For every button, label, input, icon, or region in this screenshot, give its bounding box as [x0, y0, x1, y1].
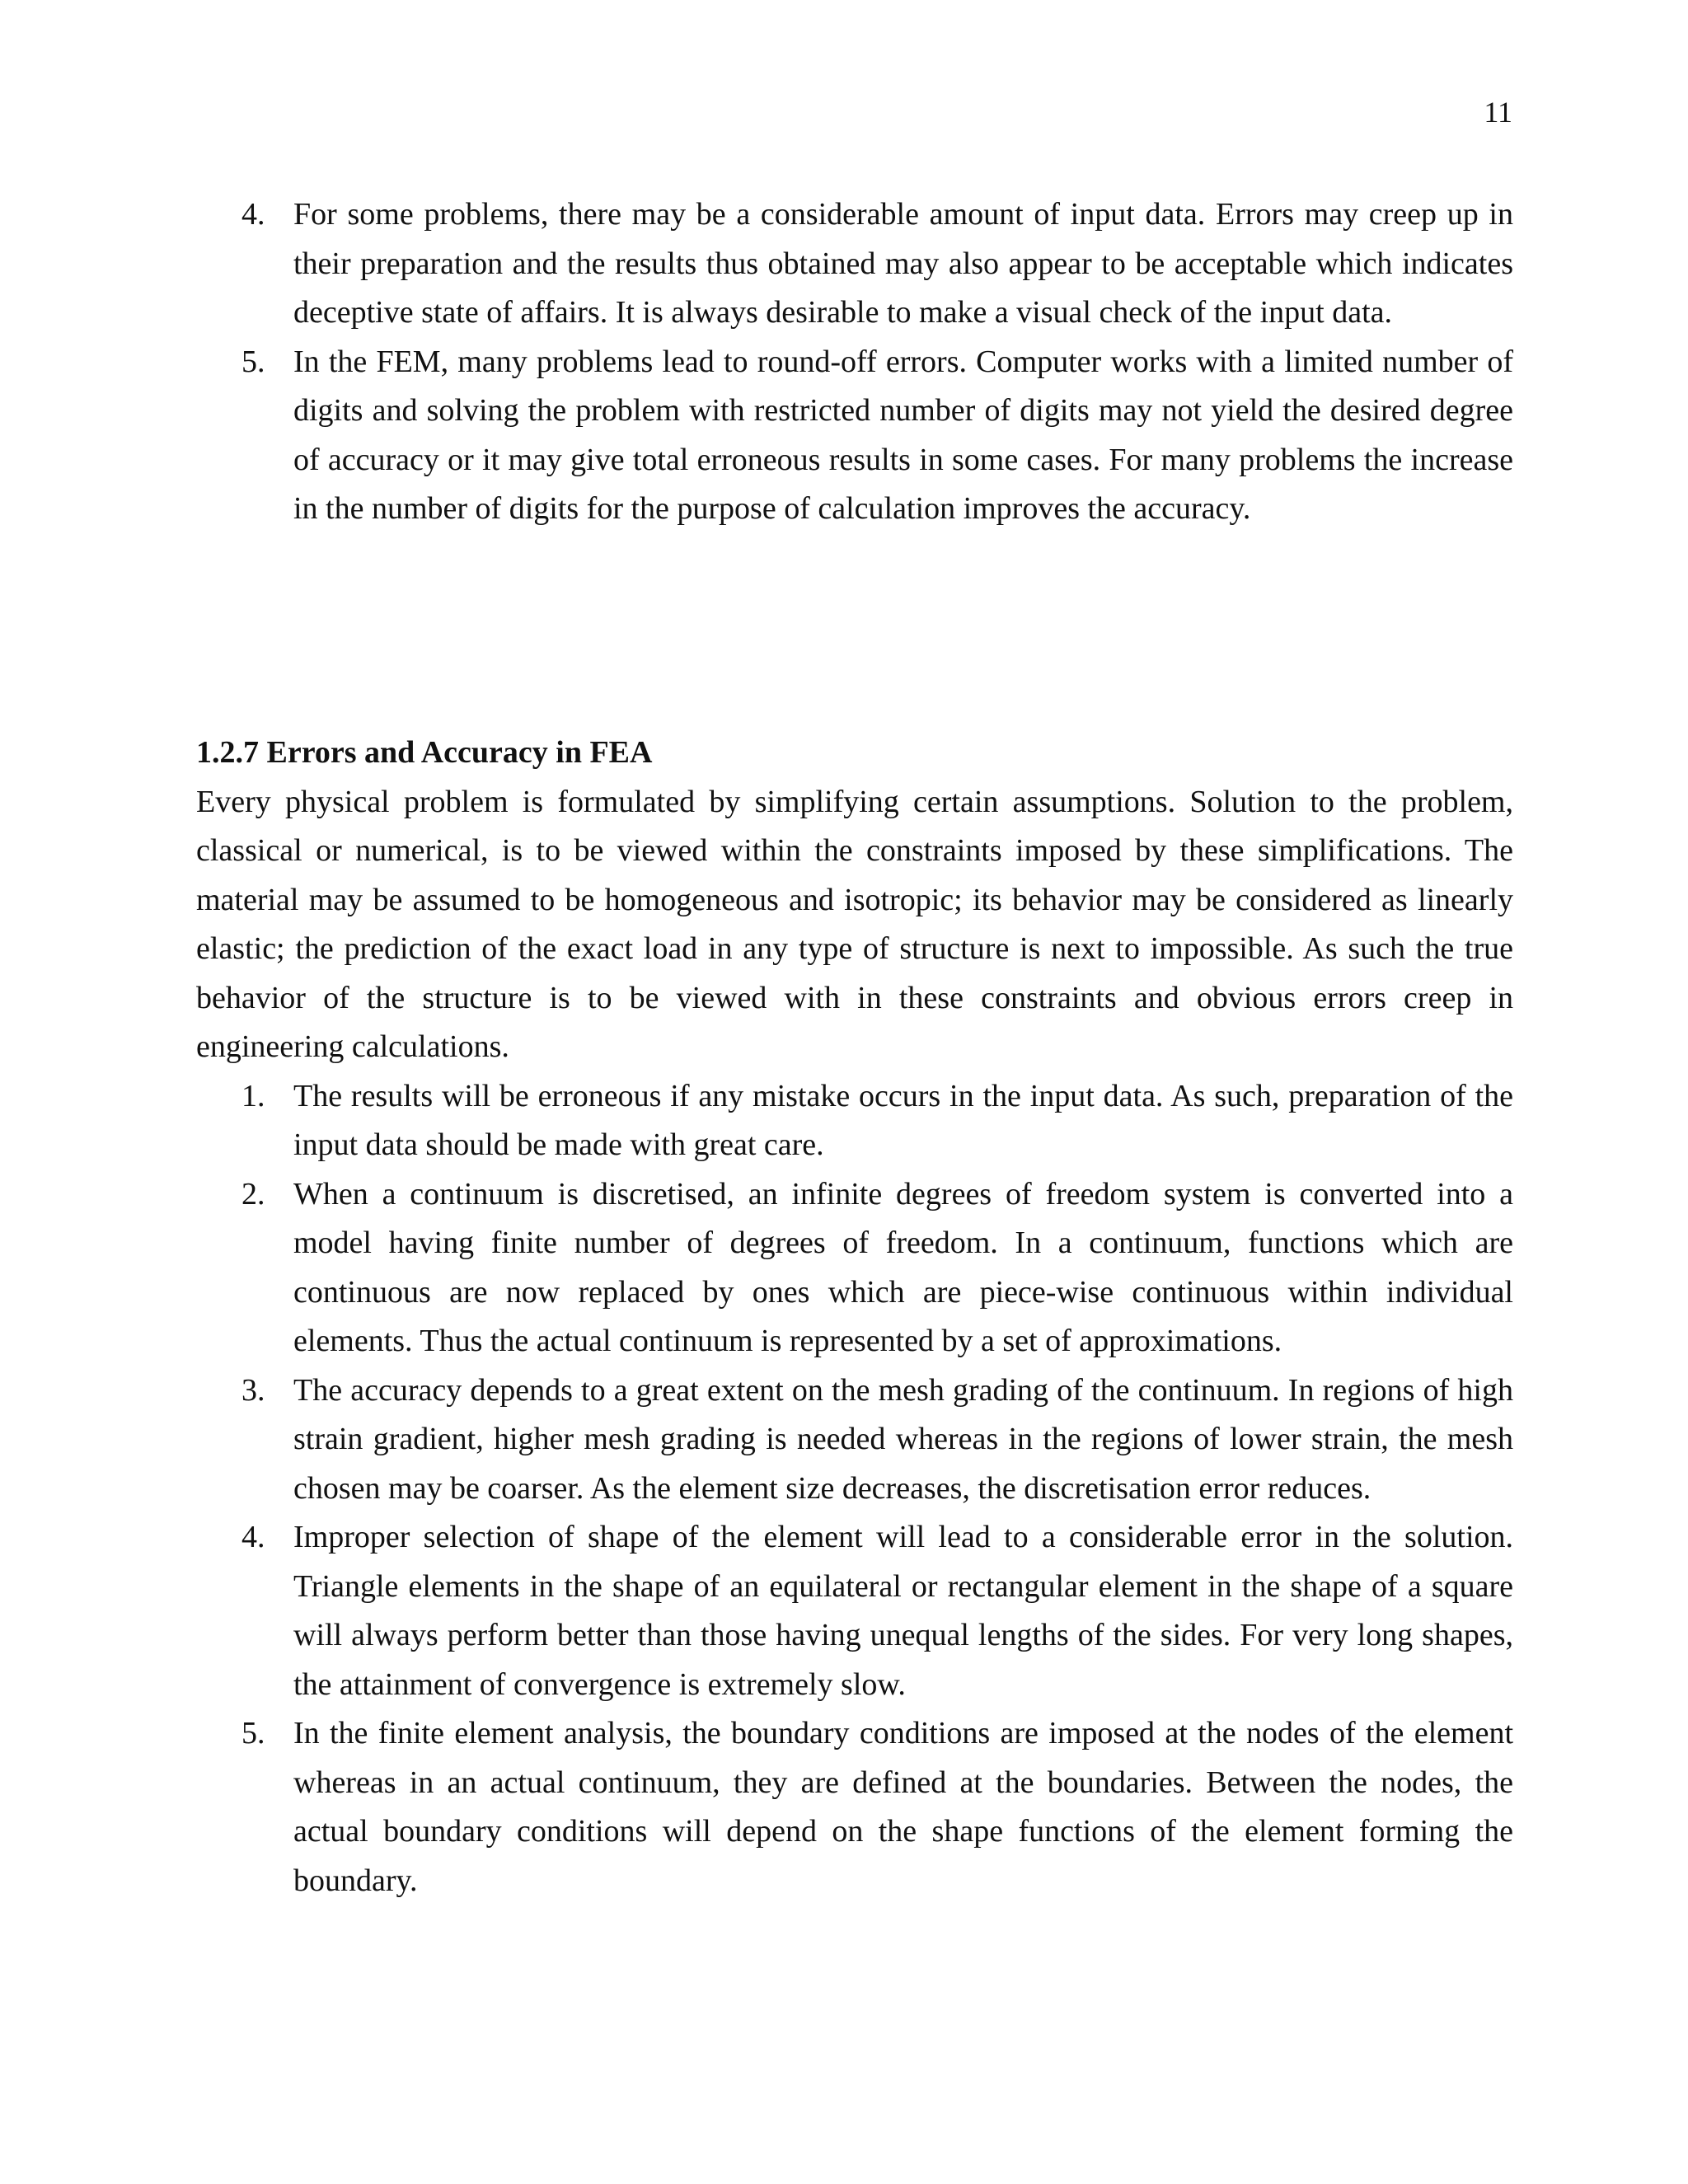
list-item: [196, 338, 1513, 534]
section-heading: 1.2.7 Errors and Accuracy in FEA: [196, 735, 653, 770]
list-item-number: 2.: [241, 1176, 265, 1212]
list-item-number: 5.: [241, 344, 265, 379]
section-errors-accuracy: [196, 729, 1513, 1905]
list-item-number: 4.: [241, 1520, 265, 1554]
list-item-number: 5.: [241, 1716, 265, 1750]
list-item-text: When a continuum is discretised, an infinite degrees of freedom system is converted into a model having finite number of degrees of freedom. In a continuum, functions which are continuous are now replaced by ones which are piece-wise continuous within individual elements. Thus the actual continuum is represented by a set of approximations.: [293, 1176, 1513, 1358]
section-intro-paragraph: Every physical problem is formulated by simplifying certain assumptions. Solution to the problem, classical or numerical, is to be viewed within the constraints imposed by these simplifications. The material may be assumed to be homogeneous and isotropic; its behavior may be considered as linearly elastic; the prediction of the exact load in any type of structure is next to impossible. As such the true behavior of the structure is to be viewed with in these constraints and obvious errors creep in engineering calculations.: [196, 784, 1513, 1064]
list-item-number: 4.: [241, 197, 265, 232]
list-item-number: 1.: [241, 1078, 265, 1113]
list-item: [196, 1709, 1513, 1905]
list-item-number: 3.: [241, 1372, 265, 1408]
list-item: [196, 1072, 1513, 1170]
list-item: [196, 1170, 1513, 1366]
list-item: [196, 1366, 1513, 1514]
list-item-text: In the finite element analysis, the boundary conditions are imposed at the nodes of the element whereas in an actual continuum, they are defined at the boundaries. Between the nodes, the actual boundary conditions will depend on the shape functions of the element forming the boundary.: [293, 1716, 1513, 1898]
list-item: [196, 190, 1513, 338]
list-item-text: In the FEM, many problems lead to round-off errors. Computer works with a limited number of digits and solving the problem with restricted number of digits may not yield the desired degree of accuracy or it may give total erroneous results in some cases. For many problems the increase in the number of digits for the purpose of calculation improves the accuracy.: [293, 344, 1513, 526]
list-item-text: Improper selection of shape of the element will lead to a considerable error in the solution. Triangle elements in the shape of an equilateral or rectangular element in the shape of a square will always perform better than those having unequal lengths of the sides. For very long shapes, the attainment of convergence is extremely slow.: [293, 1520, 1513, 1702]
page-number: 11: [1484, 96, 1512, 129]
list-item-text: The accuracy depends to a great extent on the mesh grading of the continuum. In regions of high strain gradient, higher mesh grading is needed whereas in the regions of lower strain, the mesh chosen may be coarser. As the element size decreases, the discretisation error reduces.: [293, 1372, 1513, 1506]
list-item-text: The results will be erroneous if any mistake occurs in the input data. As such, preparation of the input data should be made with great care.: [293, 1078, 1513, 1162]
continued-list: [196, 190, 1513, 534]
list-item-text: For some problems, there may be a considerable amount of input data. Errors may creep up in their preparation and the results thus obtained may also appear to be acceptable which indicates deceptive state of affairs. It is always desirable to make a visual check of the input data.: [293, 197, 1513, 330]
list-item: [196, 1513, 1513, 1709]
